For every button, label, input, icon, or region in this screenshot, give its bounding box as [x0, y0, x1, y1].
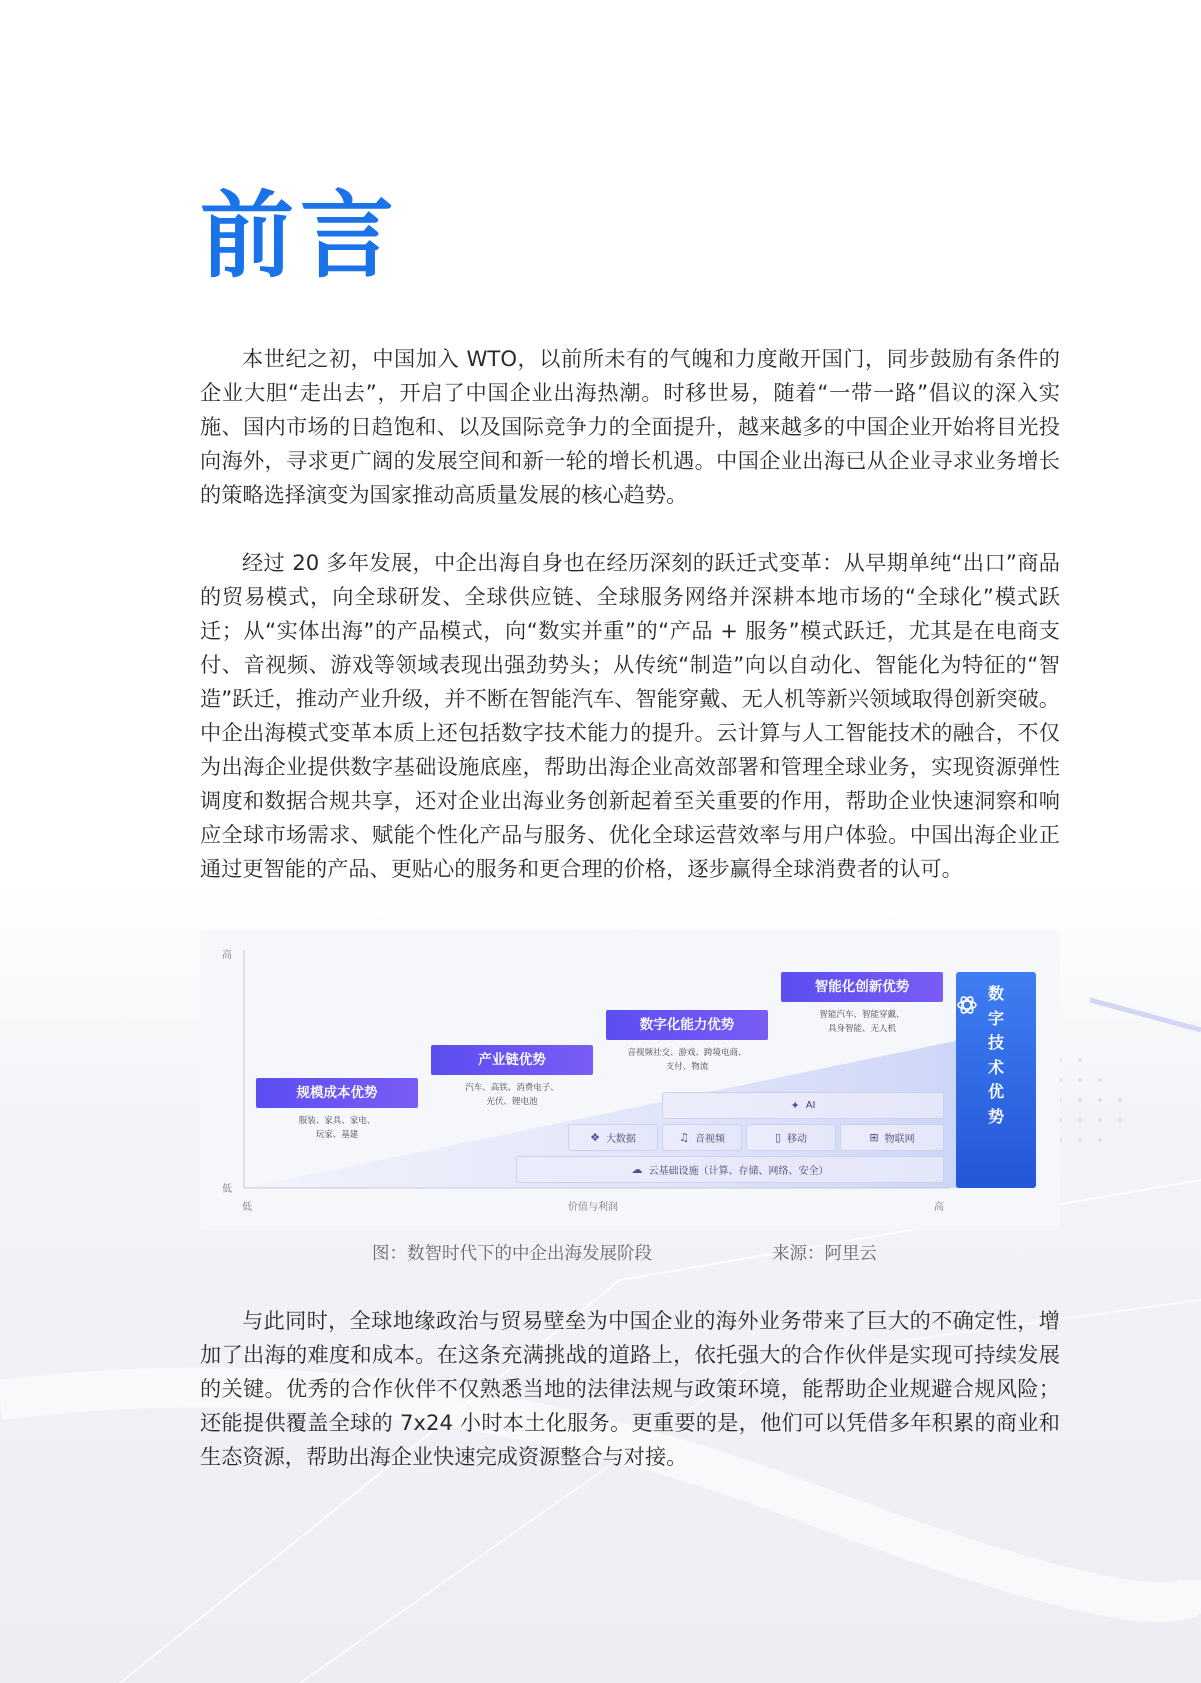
- stage-desc-line: 光伏、锂电池: [486, 1097, 538, 1107]
- headphones-icon: ♫: [679, 1131, 689, 1144]
- tech-iot: [840, 1124, 944, 1151]
- stage-title: 智能化创新优势: [781, 972, 943, 1002]
- paragraph-intro: 本世纪之初，中国加入 WTO，以前所未有的气魄和力度敞开国门，同步鼓励有条件的企业大胆“走出去”，开启了中国企业出海热潮。时移世易，随着“一带一路”倡议的深入实施、国内市场的日趋饱和、以及国际竞争力的全面提升，越来越多的中国企业开始将目光投向海外，寻求更广阔的发展空间和新一轮的增长机遇。中国企业出海已从企业寻求业务增长的策略选择演变为国家推动高质量发展的核心趋势。: [200, 346, 1060, 507]
- y-axis-low-label: 低: [222, 1184, 232, 1195]
- stage-desc-line: 服装、家具、家电、: [298, 1116, 376, 1126]
- stage-desc-line: 玩家、基建: [315, 1130, 359, 1140]
- tech-label: 物联网: [884, 1134, 915, 1145]
- figure-caption: 图：数智时代下的中企出海发展阶段: [372, 1244, 652, 1264]
- paragraph-evolution: 经过 20 多年发展，中企出海自身也在经历深刻的跃迁式变革：从早期单纯“出口”商品的贸易模式，向全球研发、全球供应链、全球服务网络并深耕本地市场的“全球化”模式跃迁；从“实体出海”的产品模式，向“数实并重”的“产品 + 服务”模式跃迁，尤其是在电商支付、音视频、游戏等领域表现出强劲势头；从传统“制造”向以自动化、智能化为特征的“智造”跃迁，推动产业升级，并不断在智能汽车、智能穿戴、无人机等新兴领域取得创新突破。中企出海模式变革本质上还包括数字技术能力的提升。云计算与人工智能技术的融合，不仅为出海企业提供数字基础设施底座，帮助出海企业高效部署和管理全球业务，实现资源弹性调度和数据合规共享，还对企业出海业务创新起着至关重要的作用，帮助企业快速洞察和响应全球市场需求、赋能个性化产品与服务、优化全球运营效率与用户体验。中国出海企业正通过更智能的产品、更贴心的服务和更合理的价格，逐步赢得全球消费者的认可。: [200, 550, 1060, 881]
- cloud-icon: ☁: [631, 1163, 643, 1176]
- stage-intelligent-innovation: [781, 972, 943, 1036]
- paragraph-partners: 与此同时，全球地缘政治与贸易壁垒为中国企业的海外业务带来了巨大的不确定性，增加了出海的难度和成本。在这条充满挑战的道路上，依托强大的合作伙伴是实现可持续发展的关键。优秀的合作伙伴不仅熟悉当地的法律法规与政策环境，能帮助企业规避合规风险；还能提供覆盖全球的 7x24 小时本土化服务。更重要的是，他们可以凭借多年积累的商业和生态资源，帮助出海企业快速完成资源整合与对接。: [200, 1308, 1060, 1469]
- iot-icon: ⊞: [869, 1131, 879, 1144]
- stage-title: 数字化能力优势: [606, 1010, 768, 1040]
- stage-desc-line: 具身智能、无人机: [827, 1024, 896, 1034]
- stage-title: 产业链优势: [431, 1045, 593, 1075]
- side-panel-text: 数字技术优势: [987, 984, 1004, 1126]
- x-axis-low-label: 低: [242, 1202, 252, 1213]
- stage-desc: [431, 1081, 593, 1109]
- tech-label: 云基础设施（计算、存储、网络、安全）: [648, 1166, 829, 1177]
- development-stage-figure: [200, 930, 1060, 1230]
- tech-audio-video: [662, 1124, 742, 1151]
- tech-bigdata: [568, 1124, 658, 1151]
- stage-desc: [606, 1046, 768, 1074]
- stage-desc-line: 音视频社交、游戏、跨境电商、: [627, 1048, 747, 1058]
- mobile-icon: ▯: [774, 1131, 782, 1144]
- figure-source: 来源：阿里云: [772, 1244, 877, 1264]
- stage-title: 规模成本优势: [256, 1078, 418, 1108]
- stage-desc-line: 智能汽车、智能穿戴、: [819, 1010, 905, 1020]
- tech-cloud-infrastructure: [516, 1156, 944, 1183]
- stage-scale-cost: [256, 1078, 418, 1142]
- openai-style-logo-icon: [956, 994, 978, 1016]
- tech-ai: [662, 1092, 944, 1119]
- stage-desc: [781, 1008, 943, 1036]
- tech-label: 大数据: [605, 1134, 636, 1145]
- x-axis-high-label: 高: [934, 1202, 944, 1213]
- tech-label: 移动: [787, 1134, 808, 1145]
- tech-label: AI: [805, 1100, 816, 1111]
- brain-icon: ✦: [790, 1099, 800, 1112]
- x-axis-title: 价值与利润: [568, 1202, 618, 1213]
- stage-industry-chain: [431, 1045, 593, 1109]
- stage-desc: [256, 1114, 418, 1142]
- data-icon: ❖: [590, 1131, 600, 1144]
- stage-digital-capability: [606, 1010, 768, 1074]
- y-axis-high-label: 高: [222, 950, 232, 961]
- digital-tech-advantage-panel: [956, 972, 1036, 1188]
- stage-desc-line: 支付、物流: [665, 1062, 709, 1072]
- tech-label: 音视频: [694, 1134, 725, 1145]
- tech-mobile: [746, 1124, 836, 1151]
- page-title: 前言: [200, 182, 401, 291]
- stage-desc-line: 汽车、高铁、消费电子、: [465, 1083, 559, 1093]
